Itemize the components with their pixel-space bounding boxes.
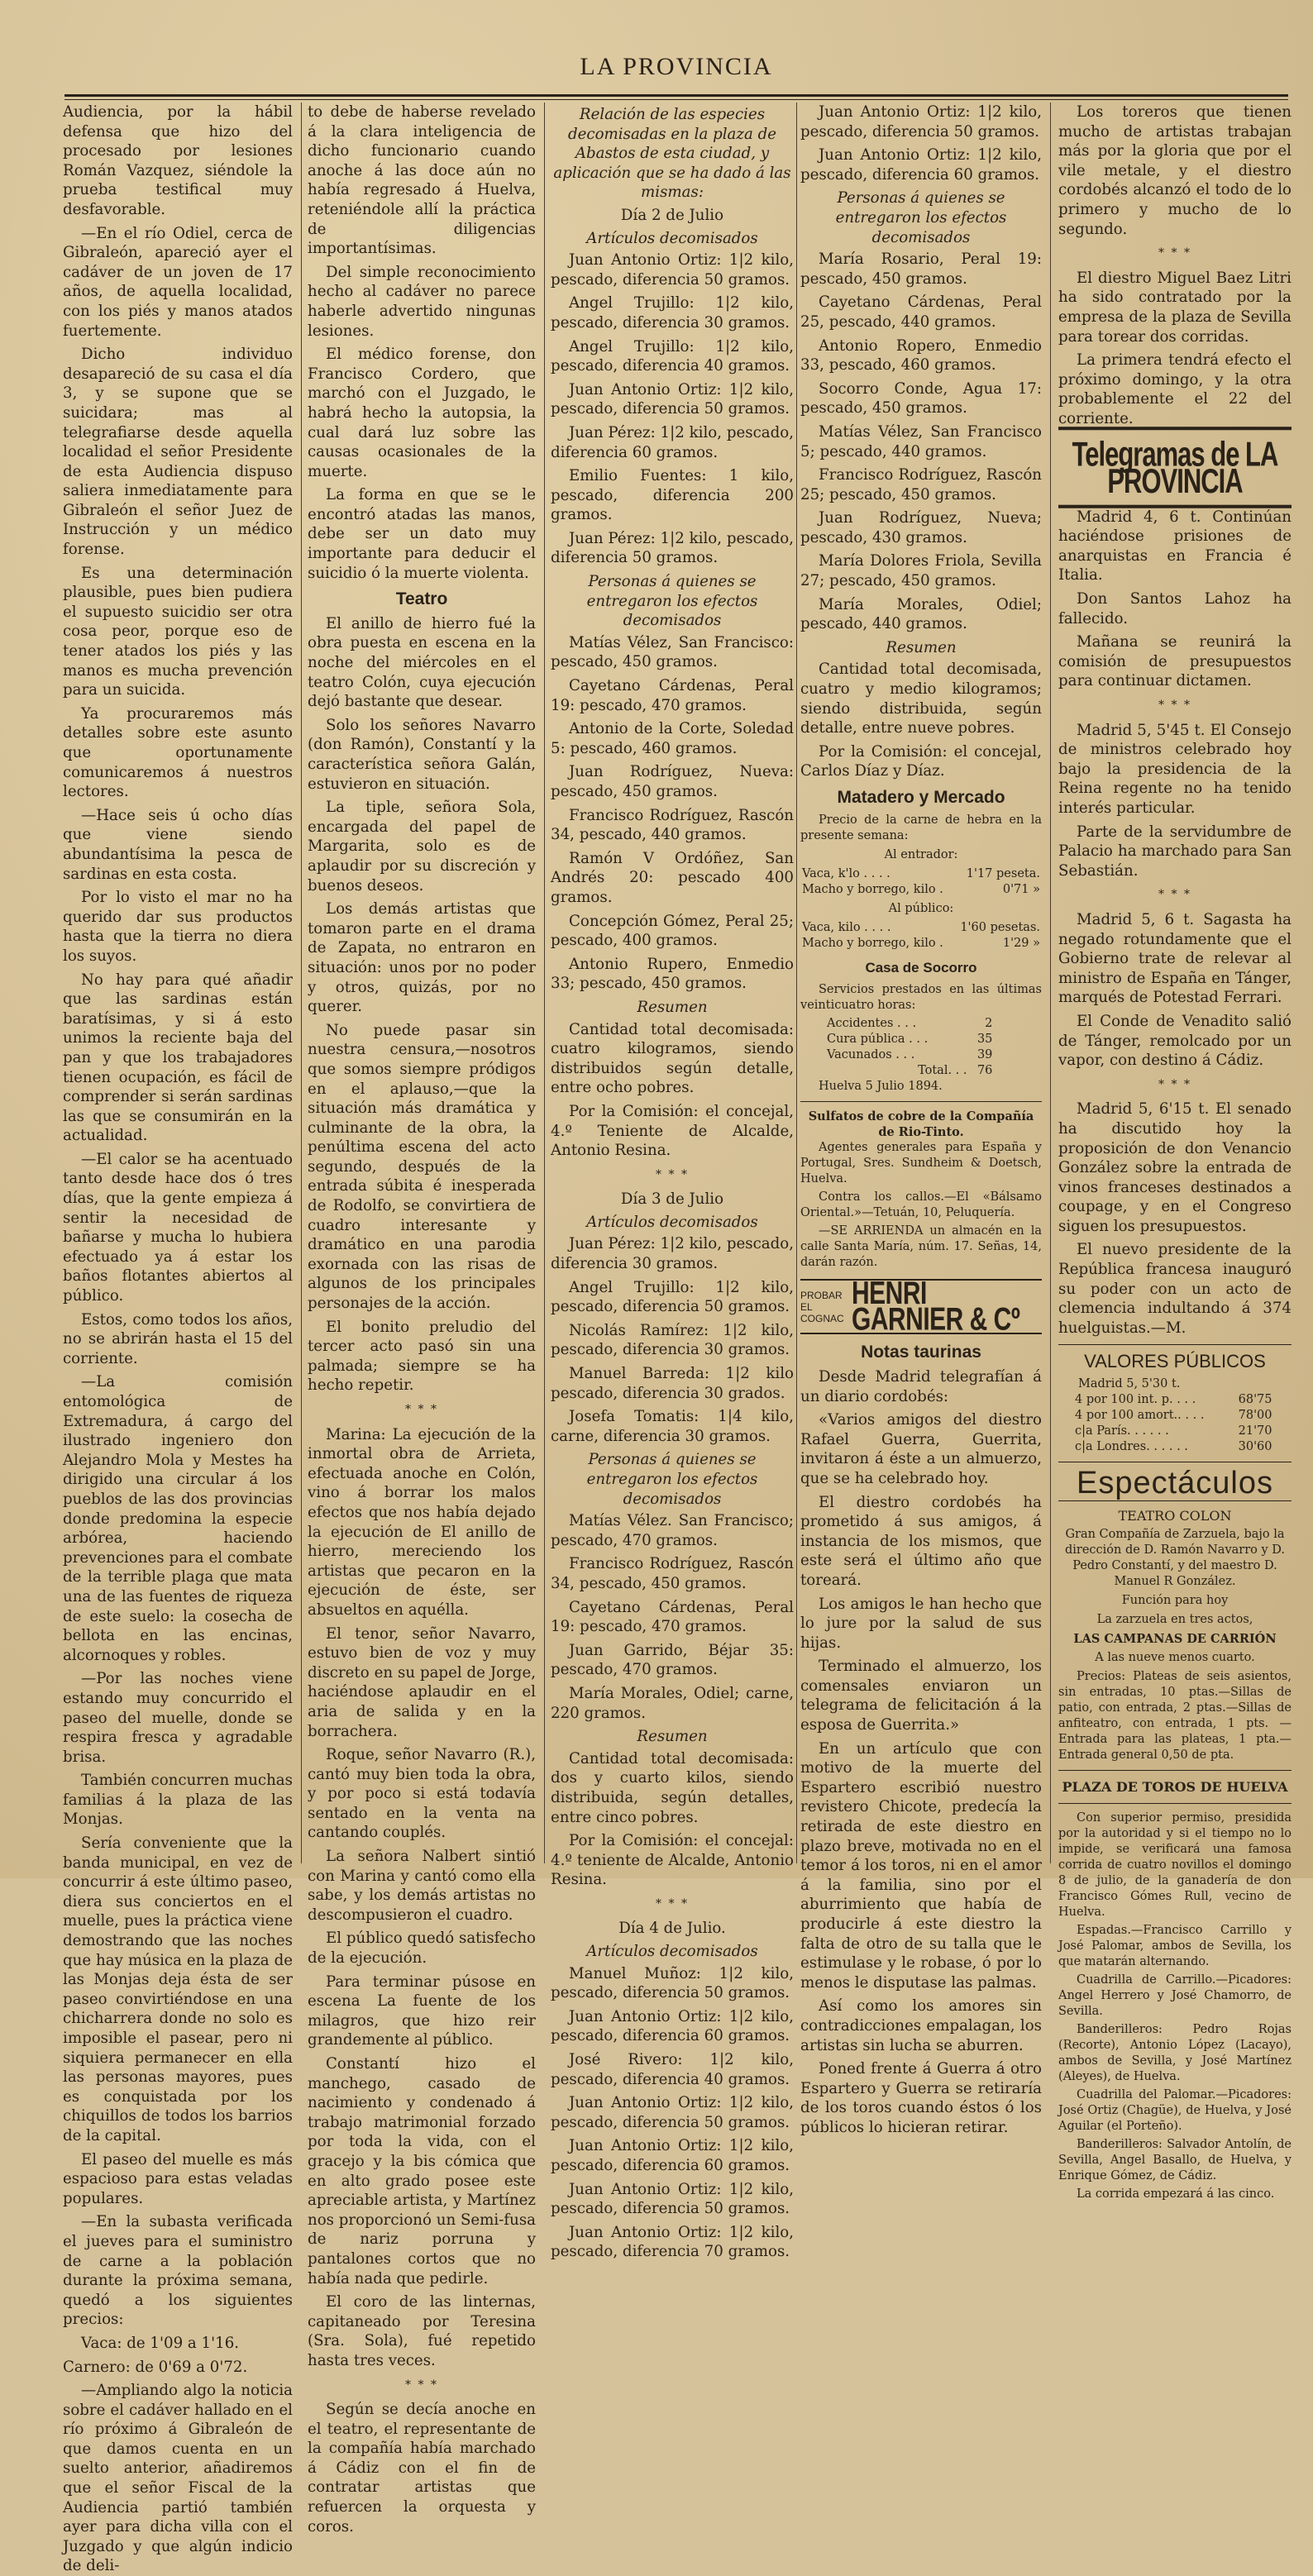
list-item: Josefa Tomatis: 1|4 kilo, carne, diferencia 30 gramos. bbox=[551, 1408, 794, 1445]
ad-text: Contra los callos.—El «Bálsamo Oriental.»—Tetuán, 10, Peluquería. bbox=[800, 1190, 1042, 1220]
paragraph: Roque, señor Navarro (R.), cantó muy bien toda la obra, y por poco si está todavía sentado en la venta na cantando couplés. bbox=[308, 1746, 536, 1842]
price-value: 1'60 pesetas. bbox=[960, 920, 1040, 934]
column-divider bbox=[301, 103, 302, 1863]
column-1 bbox=[63, 103, 293, 2575]
paragraph: No puede pasar sin nuestra censura,—nosotros que somos siempre pródigos en el aplauso,—que la situación más dramática y culminante de la obra, la penúltima escena del acto segundo, después de la entrada súbita é inesperada de Rodolfo, se convirtiera de cuadro interesante y dramático en una parodia exornada con las risas de algunos de los principales personajes de la acción. bbox=[308, 1021, 536, 1313]
local-news bbox=[63, 103, 293, 2576]
paragraph: La forma en que se le encontró atadas las manos, debe ser un dato muy importante para deducir el suicidio ó la muerte violenta. bbox=[308, 486, 536, 582]
table-row bbox=[800, 936, 1042, 952]
list-item: Francisco Rodríguez, Rascón 34, pescado, 440 gramos. bbox=[551, 806, 794, 844]
dateline: Madrid 5, 5'30 t. bbox=[1078, 1377, 1181, 1391]
paragraph: La señora Nalbert sintió con Marina y cantó como ella sabe, y los demás artistas no descompusieron el cuadro. bbox=[308, 1848, 536, 1924]
paragraph: El tenor, señor Navarro, estuvo bien de voz y muy discreto en su papel de Jorge, haciéndose aplaudir en el aria de salida y en la borrachera. bbox=[308, 1624, 536, 1740]
paragraph: —En el río Odiel, cerca de Gibraleón, apareció ayer el cadáver de un joven de 17 años, de aquella localidad, con los piés y manos atados fuertemente. bbox=[63, 224, 293, 340]
list-item: Juan Antonio Ortiz: 1|2 kilo, pescado, diferencia 50 gramos. bbox=[551, 2094, 794, 2131]
list-item: Antonio Ropero, Enmedio 33, pescado, 460 gramos. bbox=[800, 336, 1042, 374]
paragraph: El paseo del muelle es más espacioso para estas veladas populares. bbox=[63, 2150, 293, 2207]
list-item: Juan Antonio Ortiz: 1|2 kilo, pescado, diferencia 50 gramos. bbox=[551, 380, 794, 418]
column-3 bbox=[551, 103, 794, 2261]
list-item: Antonio de la Corte, Soledad 5: pescado, 460 gramos. bbox=[551, 720, 794, 757]
price-label: Vaca, k'lo . . . . bbox=[802, 866, 890, 880]
column-5 bbox=[1058, 103, 1292, 2202]
list-item: Juan Antonio Ortiz: 1|2 kilo, pescado, diferencia 60 gramos. bbox=[800, 146, 1042, 184]
cognac-ad bbox=[800, 1276, 1042, 1338]
list-item: Juan Antonio Ortiz: 1|2 kilo, pescado, diferencia 50 gramos. bbox=[800, 103, 1042, 141]
subheading: Resumen bbox=[637, 998, 708, 1016]
paragraph: «Varios amigos del diestro Rafael Guerra, Guerrita, invitaron á éste a un almuerzo, que se ha celebrado hoy. bbox=[800, 1411, 1042, 1487]
paragraph: Constantí hizo el manchego, casado de nacimiento y condenado á trabajo matrimonial forzado por toda la vida, con el gracejo y la bis cómica que en alto grado posee este apreciable artista, y Martínez nos proporcionó un Semi-fusa de nariz porruna y pantalones cortos que no había nada que pedirle. bbox=[308, 2055, 537, 2287]
list-item: Nicolás Ramírez: 1|2 kilo, pescado, diferencia 30 gramos. bbox=[551, 1321, 794, 1359]
paragraph: Cuadrilla del Palomar.—Picadores: José Ortiz (Chagüe), de Huelva, y José Aguilar (el Porteño). bbox=[1058, 2088, 1292, 2134]
paragraph: También concurren muchas familias á la plaza de las Monjas. bbox=[63, 1772, 293, 1829]
subheading: Artículos decomisados bbox=[586, 229, 758, 247]
paragraph: El diestro Miguel Baez Litri ha sido contratado por la empresa de la plaza de Sevilla para torear dos corridas. bbox=[1058, 269, 1292, 346]
paragraph: —Ampliando algo la noticia sobre el cadáver hallado en el río próximo á Gibraleón de que damos cuenta en un suelto anterior, añadiremos que el señor Fiscal de la Audiencia partió también ayer para dicha villa con el Juzgado y que algún indicio de deli- bbox=[63, 2382, 293, 2575]
paragraph: to debe de haberse revelado á la clara inteligencia de dicho funcionario cuando anoche á las doce aún no había regresado á Huelva, reteniéndole allí la práctica de diligencias importantísimas. bbox=[308, 103, 536, 258]
price-value: 1'17 peseta. bbox=[966, 866, 1040, 880]
paragraph: La tiple, señora Sola, encargada del papel de Margarita, solo es de aplaudir por su discreción y buenos deseos. bbox=[308, 799, 536, 894]
divider bbox=[1058, 1344, 1292, 1345]
list-item: Cayetano Cárdenas, Peral 25, pescado, 440 gramos. bbox=[800, 293, 1042, 331]
valor-value: 68'75 bbox=[1238, 1393, 1272, 1407]
telegram: Madrid 5, 6'15 t. El senado ha discutido hoy la proposición de don Venancio González sobre la entrada de vinos franceses destinados a coupage, y en el Congreso siguen los presupuestos. bbox=[1058, 1100, 1292, 1235]
paragraph: —La comisión entomológica de Extremadura, á cargo del ilustrado ingeniero don Alejandro Mola y Mestes ha dirigido una circular á los pueblos de las dos provincias donde predomina la especie arbórea, haciendo prevenciones para el combate de la terrible plaga que mata una de las fuentes de riqueza de este suelo: la cosecha de bellota en las encinas, alcornoques y robles. bbox=[63, 1373, 293, 1664]
paragraph: El médico forense, don Francisco Cordero, que marchó con el Juzgado, le habrá hecho la autopsia, la cual dará luz sobre las causas ocasionales de la muerte. bbox=[308, 346, 536, 480]
paragraph: Dicho individuo desapareció de su casa el día 3, y se supone que se suicidara; mas al telegrafiarse desde aquella localidad el señor Presidente de esta Audiencia dispuso saliera inmediatamente para Gibraleón el señor Juez de Instrucción y un médico forense. bbox=[63, 346, 293, 559]
price-value: 0'71 » bbox=[1002, 882, 1040, 896]
paragraph: Vaca: de 1'09 a 1'16. bbox=[81, 2334, 240, 2352]
total-row bbox=[825, 1063, 994, 1079]
list-item: Matías Vélez. San Francisco; pescado, 470 gramos. bbox=[551, 1512, 794, 1549]
list-item: Emilio Fuentes: 1 kilo, pescado, diferencia 200 gramos. bbox=[551, 467, 794, 524]
list-item: Juan Pérez: 1|2 kilo, pescado, diferencia 50 gramos. bbox=[551, 529, 794, 567]
table-row bbox=[800, 920, 1042, 936]
section-heading-taurinas: Notas taurinas bbox=[861, 1343, 981, 1362]
company-text: Gran Compañía de Zarzuela, bajo la dirección de D. Ramón Navarro y D. Pedro Constantí, y del maestro D. Manuel R González. bbox=[1065, 1527, 1285, 1588]
section-heading-socorro: Casa de Socorro bbox=[865, 959, 977, 976]
asterism: * * * bbox=[1158, 888, 1191, 902]
asterism: * * * bbox=[405, 2378, 438, 2392]
brand-name: HENRI GARNIER & Cº bbox=[852, 1276, 1020, 1338]
list-item: Angel Trujillo: 1|2 kilo, pescado, diferencia 30 gramos. bbox=[551, 294, 794, 332]
row-value: 39 bbox=[976, 1048, 993, 1062]
date-heading: Día 2 de Julio bbox=[620, 206, 724, 224]
paragraph: Solo los señores Navarro (don Ramón), Constantí y la característica señora Galán, estuvieron en situación. bbox=[308, 716, 536, 793]
section-heading-matadero: Matadero y Mercado bbox=[837, 788, 1005, 807]
paragraph: Por lo visto el mar no ha querido dar sus productos hasta que la tierra no diera los suyos. bbox=[63, 889, 293, 965]
row-value: 2 bbox=[985, 1017, 993, 1031]
list-item: Cayetano Cárdenas, Peral 19: pescado, 470 gramos. bbox=[551, 1598, 794, 1636]
price-label: Macho y borrego, kilo . bbox=[802, 882, 943, 896]
table-row bbox=[1073, 1392, 1274, 1408]
theatre-listing bbox=[1058, 1508, 1292, 1763]
telegramas-heading: Telegramas de LA PROVINCIA bbox=[1058, 427, 1292, 508]
table-row bbox=[800, 866, 1042, 882]
subheading: Artículos decomisados bbox=[586, 1943, 758, 1961]
ticket-prices: Precios: Plateas de seis asientos, sin entradas, 10 ptas.—Sillas de patio, con entrada, 2 ptas.—Sillas de anfiteatro, con entrada, 1 pts. —Entrada para las plateas, 1 pta.—Entrada general 0,50 de pta. bbox=[1058, 1669, 1292, 1762]
list-item: Concepción Gómez, Peral 25; pescado, 400 gramos. bbox=[551, 912, 794, 950]
row-label: Cura pública . . . bbox=[827, 1033, 929, 1047]
list-item: Juan Pérez: 1|2 kilo, pescado, diferencia 60 gramos. bbox=[551, 423, 794, 461]
table-row bbox=[1073, 1424, 1274, 1439]
function-label: Función para hoy bbox=[1121, 1593, 1229, 1607]
paragraph: Por la Comisión: el concejal, Carlos Díaz y Díaz. bbox=[800, 742, 1042, 780]
column-4 bbox=[800, 103, 1042, 2136]
paragraph: Desde Madrid telegrafían á un diario cordobés: bbox=[800, 1367, 1042, 1405]
socorro-table bbox=[825, 1016, 994, 1079]
list-item: José Rivero: 1|2 kilo, pescado, diferencia 40 gramos. bbox=[551, 2051, 794, 2088]
asterism: * * * bbox=[656, 1896, 689, 1911]
list-item: Juan Antonio Ortiz: 1|2 kilo, pescado, diferencia 70 gramos. bbox=[551, 2223, 794, 2261]
list-item: Francisco Rodríguez, Rascón 34, pescado, 450 gramos. bbox=[551, 1555, 794, 1592]
paragraph: Es una determinación plausible, pues bien pudiera el supuesto suicidio ser otra cosa peor, porque eso de tener atados los piés y las manos es mucha prevención para un suicida. bbox=[63, 564, 293, 699]
valores-list bbox=[1058, 1376, 1292, 1455]
list-item: Socorro Conde, Agua 17: pescado, 450 gramos. bbox=[800, 379, 1042, 417]
bullfight-listing bbox=[1058, 1810, 1292, 2202]
paragraph: —El calor se ha acentuado tanto desde hace dos ó tres días, que la gente empieza á sentir la necesidad de bañarse y mucha lo hubiera efectuado ya á estar los baños flotantes abiertos al público. bbox=[63, 1150, 293, 1305]
asterism: * * * bbox=[1158, 699, 1191, 713]
list-item: Manuel Muñoz: 1|2 kilo, pescado, diferencia 50 gramos. bbox=[551, 1964, 794, 2002]
paragraph: En un artículo que con motivo de la muerte del Espartero escribió nuestro revistero Chicote, predecía la retirada de este diestro en plazo breve, motivada no en el temor á los toros, ni en el amor á la familia, sino por el aburrimiento que había de producirle á este diestro la falta de otro de su talla que le estimulase y le robase, ó por lo menos le disputase las palmas. bbox=[800, 1739, 1042, 1992]
play-title: LAS CAMPANAS DE CARRIÓN bbox=[1073, 1631, 1277, 1646]
valor-label: c|a París. . . . . . bbox=[1075, 1424, 1169, 1438]
subheading: Personas á quienes se entregaron los efectos decomisados bbox=[835, 189, 1007, 246]
paragraph: Cantidad total decomisada: dos y cuarto kilos, siendo distribuida, según detalles, entre cinco pobres. bbox=[551, 1749, 794, 1826]
table-row bbox=[825, 1016, 994, 1032]
paragraph: Carnero: de 0'69 a 0'72. bbox=[63, 2358, 248, 2376]
paragraph: Por la Comisión: el concejal, 4.º Teniente de Alcalde, Antonio Resina. bbox=[551, 1102, 794, 1160]
telegram: Don Santos Lahoz ha fallecido. bbox=[1058, 590, 1292, 627]
list-item: Juan Pérez: 1|2 kilo, pescado, diferencia 30 gramos. bbox=[551, 1235, 794, 1273]
telegram: El Conde de Venadito salió de Tánger, remolcado por un vapor, con destino á Cádiz. bbox=[1058, 1012, 1292, 1070]
valor-label: c|a Londres. . . . . . bbox=[1075, 1440, 1188, 1454]
ad-title: Sulfatos de cobre de la Compañía de Rio-Tinto. bbox=[808, 1109, 1034, 1140]
section-heading-plaza: PLAZA DE TOROS DE HUELVA bbox=[1062, 1778, 1288, 1795]
list-item: Juan Antonio Ortiz: 1|2 kilo, pescado, diferencia 50 gramos. bbox=[551, 2180, 794, 2218]
paragraph: —Hace seis ú ocho días que viene siendo abundantísima la pesca de sardinas en esta costa. bbox=[63, 806, 293, 883]
paragraph: Espadas.—Francisco Carrillo y José Palomar, ambos de Sevilla, los que matarán alternando. bbox=[1058, 1924, 1292, 1969]
row-value: 35 bbox=[976, 1033, 993, 1047]
list-item: Angel Trujillo: 1|2 kilo, pescado, diferencia 40 gramos. bbox=[551, 337, 794, 375]
paragraph: Precio de la carne de hebra en la presente semana: bbox=[800, 813, 1042, 842]
total-label: Total. . . bbox=[918, 1064, 967, 1078]
row-label: Vacunados . . . bbox=[827, 1048, 915, 1062]
subheading: Al público: bbox=[888, 901, 954, 915]
paragraph: Terminado el almuerzo, los comensales enviaron un telegrama de felicitación á la esposa de Guerrita.» bbox=[800, 1658, 1042, 1734]
paragraph: Así como los amores sin contradicciones empalagan, los artistas sin lucha se aburren. bbox=[800, 1997, 1042, 2054]
paragraph: Ya procuraremos más detalles sobre este asunto que oportunamente comunicaremos á nuestros lectores. bbox=[63, 704, 293, 801]
telegram: Madrid 4, 6 t. Continúan haciéndose prisiones de anarquistas en Francia é Italia. bbox=[1058, 508, 1292, 584]
paragraph: Estos, como todos los años, no se abrirán hasta el 15 del corriente. bbox=[63, 1310, 293, 1367]
subheading: Artículos decomisados bbox=[586, 1213, 758, 1231]
list-item: María Morales, Odiel; carne, 220 gramos. bbox=[551, 1684, 794, 1722]
paragraph: Banderilleros: Pedro Rojas (Recorte), Antonio López (Lacayo), ambos de Sevilla, y José Martínez (Aleyes), de Huelva. bbox=[1058, 2023, 1292, 2084]
table-row bbox=[1073, 1408, 1274, 1424]
paragraph: Marina: La ejecución de la inmortal obra de Arrieta, efectuada anoche en Colón, vino á borrar los malos efectos que nos había dejado la ejecución de El anillo de hierro, mereciendo los artistas que pecaron en la ejecución de éste, ser absueltos en aquélla. bbox=[308, 1425, 536, 1619]
list-item: Ramón V Ordóñez, San Andrés 20: pescado 400 gramos. bbox=[551, 849, 794, 906]
price-table bbox=[800, 866, 1042, 898]
telegram: Madrid 5, 6 t. Sagasta ha negado rotundamente que el Gobierno trate de relevar al ministro de España en Tánger, marqués de Potestad Ferrari. bbox=[1058, 910, 1292, 1007]
list-item: Cayetano Cárdenas, Peral 19: pescado, 470 gramos. bbox=[551, 677, 794, 714]
table-row bbox=[825, 1032, 994, 1047]
telegram: Parte de la servidumbre de Palacio ha marchado para San Sebastián. bbox=[1058, 823, 1292, 880]
divider bbox=[800, 1101, 1042, 1102]
valor-label: 4 por 100 int. p. . . . bbox=[1075, 1393, 1196, 1407]
dateline: Huelva 5 Julio 1894. bbox=[819, 1080, 943, 1094]
decomiso-intro: Relación de las especies decomisadas en la plaza de Abastos de esta ciudad, y aplicación que se ha dado á las mismas: bbox=[553, 106, 791, 202]
paragraph: La corrida empezará á las cinco. bbox=[1077, 2187, 1275, 2202]
list-item: Antonio Rupero, Enmedio 33; pescado, 450 gramos. bbox=[551, 955, 794, 993]
show-time: A las nueve menos cuarto. bbox=[1095, 1650, 1255, 1664]
paragraph: Cantidad total decomisada: cuatro kilogramos, siendo distribuidos según detalle, entre ocho pobres. bbox=[551, 1020, 794, 1097]
divider bbox=[1058, 1770, 1292, 1771]
valor-value: 78'00 bbox=[1238, 1409, 1272, 1423]
list-item: María Dolores Friola, Sevilla 27; pescado, 450 gramos. bbox=[800, 552, 1042, 590]
paragraph: Los demás artistas que tomaron parte en el drama de Zapata, no entraron en situación: unos por no poder y otros, quizás, por no querer. bbox=[308, 900, 536, 1016]
section-heading-valores: VALORES PÚBLICOS bbox=[1084, 1351, 1266, 1372]
zarzuela-label: La zarzuela en tres actos, bbox=[1096, 1612, 1253, 1626]
paragraph: Los amigos le han hecho que lo jure por la salud de sus hijas. bbox=[800, 1595, 1042, 1652]
header-rule-thin bbox=[64, 99, 1288, 100]
paragraph: Con superior permiso, presidida por la autoridad y si el tiempo no lo impide, se verificará una famosa corrida de cuatro novillos el domingo 8 de julio, de la ganadería de don Francisco Gómes Rull, vecino de Huelva. bbox=[1058, 1811, 1292, 1920]
list-item: Juan Antonio Ortiz: 1|2 kilo, pescado, diferencia 50 gramos. bbox=[551, 251, 794, 289]
paragraph: Según se decía anoche en el teatro, el representante de la compañía había marchado á Cádiz con el fin de contratar artistas que refuercen la orquesta y coros. bbox=[308, 2401, 536, 2535]
list-item: Juan Rodríguez, Nueva: pescado, 450 gramos. bbox=[551, 763, 794, 800]
list-item: Juan Antonio Ortiz: 1|2 kilo, pescado, diferencia 60 gramos. bbox=[551, 2137, 794, 2174]
paragraph: Sería conveniente que la banda municipal, en vez de concurrir á este último paseo, diera sus conciertos en el muelle, pues la práctica viene demostrando que las noches que hay música en la plaza de las Monjas deja ésta de ser paseo convirtiéndose en una chicharrera donde no solo es imposible el pasear, pero ni siquiera permanecer en ella las personas mayores, pues es conquistada por los chiquillos de todos los barrios de la capital. bbox=[63, 1834, 293, 2144]
paragraph: Banderilleros: Salvador Antolín, de Sevilla, Angel Basallo, de Huelva, y Enrique Gómez, de Cádiz. bbox=[1058, 2138, 1292, 2183]
column-divider bbox=[1050, 103, 1051, 1863]
paragraph: Por la Comisión: el concejal: 4.º teniente de Alcalde, Antonio Resina. bbox=[551, 1832, 794, 1889]
paragraph: El coro de las linternas, capitaneado por Teresina (Sra. Sola), fué repetido hasta tres veces. bbox=[308, 2293, 536, 2369]
asterism: * * * bbox=[405, 1403, 438, 1416]
valor-value: 30'60 bbox=[1238, 1440, 1272, 1454]
list-item: Manuel Barreda: 1|2 kilo pescado, diferencia 30 grados. bbox=[551, 1365, 794, 1402]
subheading: Al entrador: bbox=[884, 847, 958, 861]
paragraph: Del simple reconocimiento hecho al cadáver no parece haberle advertido ningunas lesiones. bbox=[308, 263, 536, 340]
table-row bbox=[1073, 1439, 1274, 1455]
asterism: * * * bbox=[1158, 1077, 1191, 1091]
classified-ads bbox=[800, 1109, 1042, 1271]
asterism: * * * bbox=[656, 1167, 689, 1181]
paragraph: La primera tendrá efecto el próximo domingo, y la otra probablemente el 22 del corriente. bbox=[1058, 351, 1292, 427]
column-divider bbox=[796, 103, 797, 1863]
row-label: Accidentes . . . bbox=[827, 1017, 917, 1031]
paragraph: Los toreros que tienen mucho de artistas trabajan más por la gloria que por el vile metale, y el diestro cordobés alcanzó el todo de lo primero y mucho de lo segundo. bbox=[1058, 103, 1292, 238]
date-heading: Día 3 de Julio bbox=[620, 1190, 724, 1209]
paragraph: Audiencia, por la hábil defensa que hizo del procesado por lesiones Román Vazquez, siéndole la prueba testifical muy desfavorable. bbox=[63, 103, 293, 218]
asterism: * * * bbox=[1158, 246, 1191, 260]
subheading: Resumen bbox=[637, 1728, 708, 1746]
subheading: Personas á quienes se entregaron los efectos decomisados bbox=[586, 573, 758, 630]
list-item: María Morales, Odiel; pescado, 440 gramos. bbox=[800, 595, 1042, 633]
column-divider bbox=[544, 103, 545, 1863]
ad-text: Agentes generales para España y Portugal, Sres. Sundheim & Doetsch, Huelva. bbox=[800, 1141, 1042, 1186]
paragraph: El diestro cordobés ha prometido á sus amigos, á instancia de los mismos, que este será el último año que toreará. bbox=[800, 1493, 1042, 1589]
paragraph: —Por las noches viene estando muy concurrido el paseo del muelle, donde se respira fresca y agradable brisa. bbox=[63, 1670, 293, 1766]
table-row bbox=[825, 1047, 994, 1063]
column-2 bbox=[308, 103, 537, 2535]
divider bbox=[1058, 1803, 1292, 1804]
telegram: Madrid 5, 5'45 t. El Consejo de ministros celebrado hoy bajo la presidencia de la Reina regente no ha tenido interés particular. bbox=[1058, 721, 1292, 817]
valor-value: 21'70 bbox=[1238, 1424, 1272, 1438]
price-label: Vaca, kilo . . . . bbox=[802, 920, 891, 934]
list-item: María Rosario, Peral 19: pescado, 450 gramos. bbox=[800, 250, 1042, 288]
paragraph: Cantidad total decomisada, cuatro y medio kilogramos; siendo distribuida, según detalle, entre nueve pobres. bbox=[800, 661, 1042, 737]
header-rule bbox=[64, 94, 1288, 97]
paragraph: —En la subasta verificada el jueves para el suministro de carne a la población durante la próxima semana, quedó a los siguientes precios: bbox=[63, 2213, 293, 2329]
list-item: Angel Trujillo: 1|2 kilo, pescado, diferencia 50 gramos. bbox=[551, 1278, 794, 1316]
ad-label: PROBAR EL COGNAC bbox=[800, 1289, 844, 1324]
telegram: El nuevo presidente de la República francesa inauguró su poder con un acto de clemencia indultando á 374 huelguistas.—M. bbox=[1058, 1241, 1292, 1337]
list-item: Juan Rodríguez, Nueva; pescado, 430 gramos. bbox=[800, 509, 1042, 546]
subheading: Personas á quienes se entregaron los efectos decomisados bbox=[586, 1451, 758, 1508]
section-heading-espectaculos: Espectáculos bbox=[1076, 1466, 1273, 1501]
list-item: Matías Vélez, San Francisco: pescado, 450 gramos. bbox=[551, 633, 794, 671]
list-item: Juan Garrido, Béjar 35: pescado, 470 gramos. bbox=[551, 1641, 794, 1679]
newspaper-title: LA PROVINCIA bbox=[580, 53, 773, 80]
valor-label: 4 por 100 amort.. . . . bbox=[1075, 1409, 1205, 1423]
paragraph: Para terminar púsose en escena La fuente de los milagros, que hizo reir grandemente al público. bbox=[308, 1973, 536, 2049]
paragraph: Servicios prestados en las últimas veinticuatro horas: bbox=[800, 983, 1042, 1013]
paragraph: No hay para qué añadir que las sardinas están baratísimas, y si á esto unimos la reciente baja del pan y que los trabajadores tienen ocupación, es fácil de comprender si serán sardinas las que se consumirán en la actualidad. bbox=[63, 971, 293, 1145]
price-table bbox=[800, 920, 1042, 952]
paragraph: Poned frente á Guerra á otro Espartero y Guerra se retiraría de los toros cuando éstos ó los públicos lo hicieran retirar. bbox=[800, 2060, 1042, 2136]
ad-text: —SE ARRIENDA un almacén en la calle Santa María, núm. 17. Señas, 14, darán razón. bbox=[800, 1224, 1042, 1270]
paragraph: Cuadrilla de Carrillo.—Picadores: Angel Herrero y José Chamorro, de Sevilla. bbox=[1058, 1973, 1292, 2019]
list-item: Juan Antonio Ortiz: 1|2 kilo, pescado, diferencia 60 gramos. bbox=[551, 2007, 794, 2045]
subheading: Resumen bbox=[886, 638, 957, 656]
table-row bbox=[800, 882, 1042, 898]
paragraph: El bonito preludio del tercer acto pasó sin una palmada; siempre se ha hecho repetir. bbox=[308, 1318, 536, 1395]
paragraph: El anillo de hierro fué la obra puesta en escena en la noche del miércoles en el teatro Colón, cuya ejecución dejó bastante que desear. bbox=[308, 614, 536, 711]
socorro-report bbox=[800, 982, 1042, 1095]
list-item: Francisco Rodríguez, Rascón 25; pescado, 450 gramos. bbox=[800, 466, 1042, 503]
date-heading: Día 4 de Julio. bbox=[618, 1920, 726, 1938]
price-list bbox=[800, 813, 1042, 952]
valores-table bbox=[1073, 1392, 1274, 1455]
price-value: 1'29 » bbox=[1002, 936, 1040, 950]
price-label: Macho y borrego, kilo . bbox=[802, 936, 943, 950]
total-value: 76 bbox=[976, 1064, 993, 1078]
telegram: Mañana se reunirá la comisión de presupuestos para continuar dictamen. bbox=[1058, 633, 1292, 690]
venue-name: TEATRO COLON bbox=[1118, 1507, 1232, 1524]
paragraph: El público quedó satisfecho de la ejecución. bbox=[308, 1930, 536, 1968]
list-item: Matías Vélez, San Francisco 5; pescado, 440 gramos. bbox=[800, 422, 1042, 460]
section-heading-teatro: Teatro bbox=[395, 589, 448, 609]
masthead bbox=[64, 50, 1288, 103]
